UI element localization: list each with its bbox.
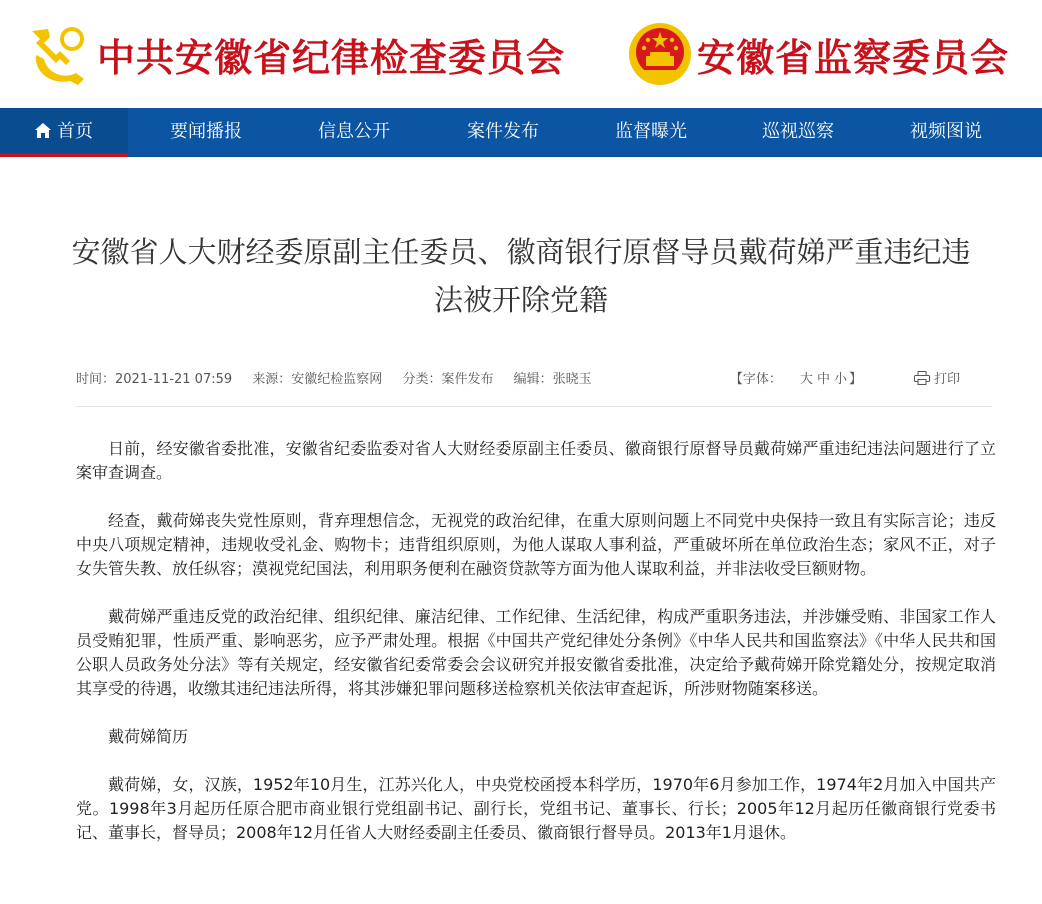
nav-news[interactable]: 要闻播报 <box>170 121 242 142</box>
paragraph: 日前，经安徽省委批准，安徽省纪委监委对省人大财经委原副主任委员、徽商银行原督导员戴荷娣严重违纪违法问题进行了立案审查调查。 <box>76 439 996 482</box>
main-nav <box>0 108 1042 157</box>
article-category: 分类：案件发布 <box>402 372 494 387</box>
home-icon <box>35 123 51 138</box>
paragraph: 经查，戴荷娣丧失党性原则，背弃理想信念，无视党的政治纪律，在重大原则问题上不同党中央保持一致且有实际言论；违反中央八项规定精神，违规收受礼金、购物卡；违背组织原则，为他人谋取人事利益，严重破坏所在单位政治生态；家风不正，对子女失管失教、放任纵容；漠视党纪国法，利用职务便利在融资贷款等方面为他人谋取利益，并非法收受巨额财物。 <box>76 511 996 578</box>
nav-case-release[interactable]: 案件发布 <box>467 121 539 142</box>
paragraph: 戴荷娣，女，汉族，1952年10月生，江苏兴化人，中央党校函授本科学历，1970年6月参加工作，1974年2月加入中国共产党。1998年3月起历任原合肥市商业银行党组副书记、副行长，党组书记、董事长、行长；2005年12月起历任徽商银行党委书记、董事长，督导员；2008年12月任省人大财经委副主任委员、徽商银行督导员。2013年1月退休。 <box>76 775 996 842</box>
article-tools <box>730 370 992 390</box>
article-body <box>76 437 996 869</box>
font-size-label: 【字体： <box>729 372 782 387</box>
nav-video-graphics[interactable]: 视频图说 <box>910 121 982 142</box>
national-emblem-icon <box>628 22 692 86</box>
printer-icon <box>914 371 930 385</box>
font-size-medium[interactable]: 中 <box>816 372 830 387</box>
nav-home[interactable] <box>0 108 128 156</box>
supervisory-commission-title[interactable]: 安徽省监察委员会 <box>697 35 1010 80</box>
print-button[interactable] <box>914 372 976 387</box>
nav-supervision-exposure[interactable]: 监督曝光 <box>615 121 687 142</box>
nav-inspection[interactable]: 巡视巡察 <box>762 121 834 142</box>
article-title: 安徽省人大财经委原副主任委员、徽商银行原督导员戴荷娣严重违纪违法被开除党籍 <box>71 235 971 317</box>
meta-divider <box>76 406 992 407</box>
article-meta <box>76 370 992 390</box>
publish-time: 时间：2021-11-21 07:59 <box>76 372 233 387</box>
paragraph: 戴荷娣严重违反党的政治纪律、组织纪律、廉洁纪律、工作纪律、生活纪律，构成严重职务违法，并涉嫌受贿、非国家工作人员受贿犯罪，性质严重、影响恶劣，应予严肃处理。根据《中国共产党纪律处分条例》《中华人民共和国监察法》《中华人民共和国公职人员政务处分法》等有关规定，经安徽省纪委常委会会议研究并报安徽省委批准，决定给予戴荷娣开除党籍处分，按规定取消其享受的待遇，收缴其违纪违法所得，将其涉嫌犯罪问题移送检察机关依法审查起诉，所涉财物随案移送。 <box>76 607 996 698</box>
print-label: 打印 <box>933 372 960 387</box>
font-size-end: 】 <box>848 372 862 387</box>
party-emblem-icon <box>26 25 92 87</box>
article-editor: 编辑：张晓玉 <box>513 372 592 387</box>
font-size-large[interactable]: 大 <box>799 372 813 387</box>
nav-info-disclosure[interactable]: 信息公开 <box>318 121 390 142</box>
cpc-discipline-commission-title[interactable]: 中共安徽省纪律检查委员会 <box>97 35 566 80</box>
site-header <box>0 0 1042 108</box>
font-size-small[interactable]: 小 <box>833 372 847 387</box>
font-size-switcher <box>730 372 878 387</box>
resume-heading: 戴荷娣简历 <box>108 727 189 746</box>
article-source: 来源：安徽纪检监察网 <box>252 372 383 387</box>
nav-home-label: 首页 <box>57 121 93 142</box>
